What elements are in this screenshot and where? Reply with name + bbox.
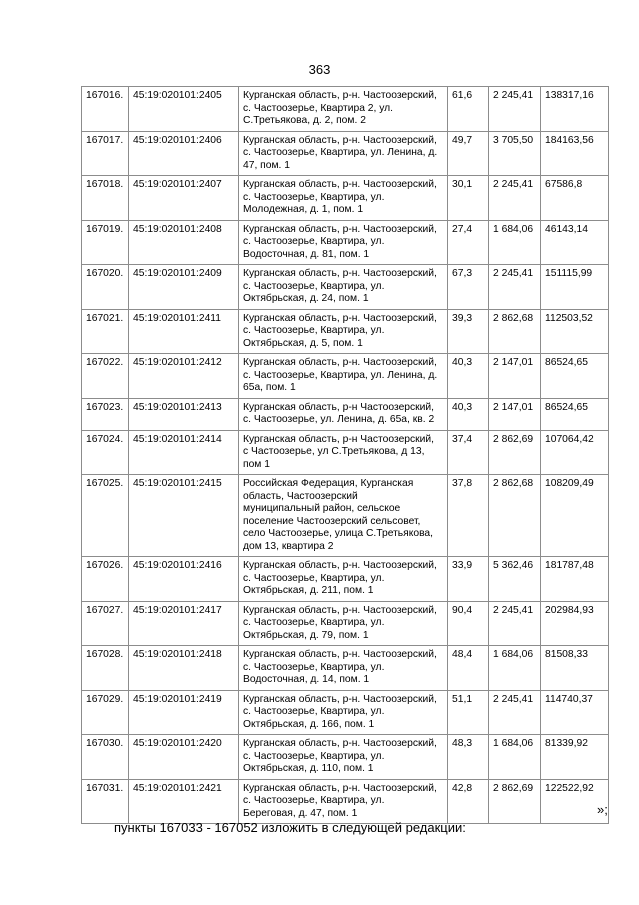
table-row <box>82 690 609 735</box>
cadastral-number-cell: 45:19:020101:2405 <box>129 87 239 132</box>
cadastral-number-cell: 45:19:020101:2408 <box>129 220 239 265</box>
table-row <box>82 176 609 221</box>
cadastral-number-cell: 45:19:020101:2416 <box>129 557 239 602</box>
address-cell: Курганская область, р-н. Частоозерский, с. Частоозерье, Квартира, ул. Октябрьская, д. 24, пом. 1 <box>239 265 448 310</box>
area-cell: 49,7 <box>448 131 489 176</box>
cadastral-value-cell: 46143,14 <box>541 220 609 265</box>
area-cell: 48,4 <box>448 646 489 691</box>
specific-value-cell: 2 245,41 <box>489 87 541 132</box>
address-cell: Курганская область, р-н Частоозерский, с. Частоозерье, ул. Ленина, д. 65а, кв. 2 <box>239 398 448 430</box>
area-cell: 40,3 <box>448 398 489 430</box>
row-number-cell: 167026. <box>82 557 129 602</box>
row-number-cell: 167024. <box>82 430 129 475</box>
specific-value-cell: 5 362,46 <box>489 557 541 602</box>
address-cell: Курганская область, р-н. Частоозерский, с. Частоозерье, Квартира, ул. Водосточная, д. 81, пом. 1 <box>239 220 448 265</box>
table-row <box>82 475 609 557</box>
table-row <box>82 735 609 780</box>
cadastral-value-cell: 112503,52 <box>541 309 609 354</box>
cadastral-value-cell: 181787,48 <box>541 557 609 602</box>
table-row <box>82 309 609 354</box>
cadastral-number-cell: 45:19:020101:2420 <box>129 735 239 780</box>
cadastral-value-cell: 86524,65 <box>541 354 609 399</box>
cadastral-value-cell: 202984,93 <box>541 601 609 646</box>
table-row <box>82 220 609 265</box>
specific-value-cell: 1 684,06 <box>489 646 541 691</box>
closing-quote-mark: »; <box>597 802 608 817</box>
specific-value-cell: 2 245,41 <box>489 265 541 310</box>
area-cell: 33,9 <box>448 557 489 602</box>
row-number-cell: 167017. <box>82 131 129 176</box>
row-number-cell: 167030. <box>82 735 129 780</box>
address-cell: Курганская область, р-н. Частоозерский, с. Частоозерье, Квартира, ул. Ленина, д. 47, пом. 1 <box>239 131 448 176</box>
address-cell: Курганская область, р-н. Частоозерский, с. Частоозерье, Квартира, ул. Молодежная, д. 1, пом. 1 <box>239 176 448 221</box>
area-cell: 42,8 <box>448 779 489 824</box>
instruction-text: пункты 167033 - 167052 изложить в следующей редакции: <box>114 820 466 835</box>
row-number-cell: 167022. <box>82 354 129 399</box>
cadastral-number-cell: 45:19:020101:2412 <box>129 354 239 399</box>
address-cell: Российская Федерация, Курганская область, Частоозерский муниципальный район, сельское поселение Частоозерский сельсовет, село Частоозерье, улица С.Третьякова, дом 13, квартира 2 <box>239 475 448 557</box>
table-row <box>82 398 609 430</box>
specific-value-cell: 2 147,01 <box>489 354 541 399</box>
area-cell: 51,1 <box>448 690 489 735</box>
cadastral-number-cell: 45:19:020101:2414 <box>129 430 239 475</box>
cadastral-number-cell: 45:19:020101:2415 <box>129 475 239 557</box>
cadastral-value-cell: 107064,42 <box>541 430 609 475</box>
row-number-cell: 167020. <box>82 265 129 310</box>
cadastral-number-cell: 45:19:020101:2407 <box>129 176 239 221</box>
cadastral-value-cell: 81339,92 <box>541 735 609 780</box>
area-cell: 48,3 <box>448 735 489 780</box>
address-cell: Курганская область, р-н Частоозерский, с Частоозерье, ул С.Третьякова, д 13, пом 1 <box>239 430 448 475</box>
specific-value-cell: 2 862,69 <box>489 430 541 475</box>
table-row <box>82 430 609 475</box>
area-cell: 67,3 <box>448 265 489 310</box>
specific-value-cell: 3 705,50 <box>489 131 541 176</box>
specific-value-cell: 2 862,68 <box>489 475 541 557</box>
row-number-cell: 167029. <box>82 690 129 735</box>
row-number-cell: 167016. <box>82 87 129 132</box>
area-cell: 37,8 <box>448 475 489 557</box>
specific-value-cell: 2 147,01 <box>489 398 541 430</box>
address-cell: Курганская область, р-н. Частоозерский, с. Частоозерье, Квартира 2, ул. С.Третьякова, д. 2, пом. 2 <box>239 87 448 132</box>
table-row <box>82 557 609 602</box>
page-number: 363 <box>308 62 331 77</box>
cadastral-value-cell: 122522,92 <box>541 779 609 824</box>
address-cell: Курганская область, р-н. Частоозерский, с. Частоозерье, Квартира, ул. Октябрьская, д. 211, пом. 1 <box>239 557 448 602</box>
table-row <box>82 601 609 646</box>
table-body <box>82 87 609 824</box>
row-number-cell: 167018. <box>82 176 129 221</box>
specific-value-cell: 2 245,41 <box>489 690 541 735</box>
cadastral-value-cell: 67586,8 <box>541 176 609 221</box>
cadastral-value-cell: 151115,99 <box>541 265 609 310</box>
table-row <box>82 87 609 132</box>
cadastral-value-cell: 86524,65 <box>541 398 609 430</box>
address-cell: Курганская область, р-н. Частоозерский, с. Частоозерье, Квартира, ул. Октябрьская, д. 79, пом. 1 <box>239 601 448 646</box>
area-cell: 37,4 <box>448 430 489 475</box>
cadastral-value-table <box>81 86 609 824</box>
cadastral-value-cell: 108209,49 <box>541 475 609 557</box>
address-cell: Курганская область, р-н. Частоозерский, с. Частоозерье, Квартира, ул. Октябрьская, д. 5, пом. 1 <box>239 309 448 354</box>
table-row <box>82 354 609 399</box>
cadastral-value-cell: 138317,16 <box>541 87 609 132</box>
specific-value-cell: 2 862,69 <box>489 779 541 824</box>
row-number-cell: 167021. <box>82 309 129 354</box>
cadastral-value-cell: 81508,33 <box>541 646 609 691</box>
area-cell: 27,4 <box>448 220 489 265</box>
row-number-cell: 167031. <box>82 779 129 824</box>
table-row <box>82 646 609 691</box>
row-number-cell: 167027. <box>82 601 129 646</box>
table-row <box>82 779 609 824</box>
address-cell: Курганская область, р-н. Частоозерский, с. Частоозерье, Квартира, ул. Ленина, д. 65а, пом. 1 <box>239 354 448 399</box>
specific-value-cell: 2 245,41 <box>489 176 541 221</box>
address-cell: Курганская область, р-н. Частоозерский, с. Частоозерье, Квартира, ул. Октябрьская, д. 166, пом. 1 <box>239 690 448 735</box>
cadastral-number-cell: 45:19:020101:2406 <box>129 131 239 176</box>
area-cell: 39,3 <box>448 309 489 354</box>
cadastral-number-cell: 45:19:020101:2418 <box>129 646 239 691</box>
specific-value-cell: 2 862,68 <box>489 309 541 354</box>
table-row <box>82 131 609 176</box>
cadastral-number-cell: 45:19:020101:2421 <box>129 779 239 824</box>
cadastral-value-cell: 114740,37 <box>541 690 609 735</box>
cadastral-number-cell: 45:19:020101:2417 <box>129 601 239 646</box>
area-cell: 90,4 <box>448 601 489 646</box>
row-number-cell: 167019. <box>82 220 129 265</box>
cadastral-number-cell: 45:19:020101:2419 <box>129 690 239 735</box>
cadastral-number-cell: 45:19:020101:2409 <box>129 265 239 310</box>
row-number-cell: 167023. <box>82 398 129 430</box>
cadastral-value-cell: 184163,56 <box>541 131 609 176</box>
cadastral-number-cell: 45:19:020101:2413 <box>129 398 239 430</box>
table-row <box>82 265 609 310</box>
row-number-cell: 167025. <box>82 475 129 557</box>
specific-value-cell: 1 684,06 <box>489 735 541 780</box>
area-cell: 40,3 <box>448 354 489 399</box>
address-cell: Курганская область, р-н. Частоозерский, с. Частоозерье, Квартира, ул. Октябрьская, д. 110, пом. 1 <box>239 735 448 780</box>
area-cell: 61,6 <box>448 87 489 132</box>
address-cell: Курганская область, р-н. Частоозерский, с. Частоозерье, Квартира, ул. Береговая, д. 47, пом. 1 <box>239 779 448 824</box>
specific-value-cell: 2 245,41 <box>489 601 541 646</box>
specific-value-cell: 1 684,06 <box>489 220 541 265</box>
address-cell: Курганская область, р-н. Частоозерский, с. Частоозерье, Квартира, ул. Водосточная, д. 14, пом. 1 <box>239 646 448 691</box>
area-cell: 30,1 <box>448 176 489 221</box>
row-number-cell: 167028. <box>82 646 129 691</box>
cadastral-number-cell: 45:19:020101:2411 <box>129 309 239 354</box>
